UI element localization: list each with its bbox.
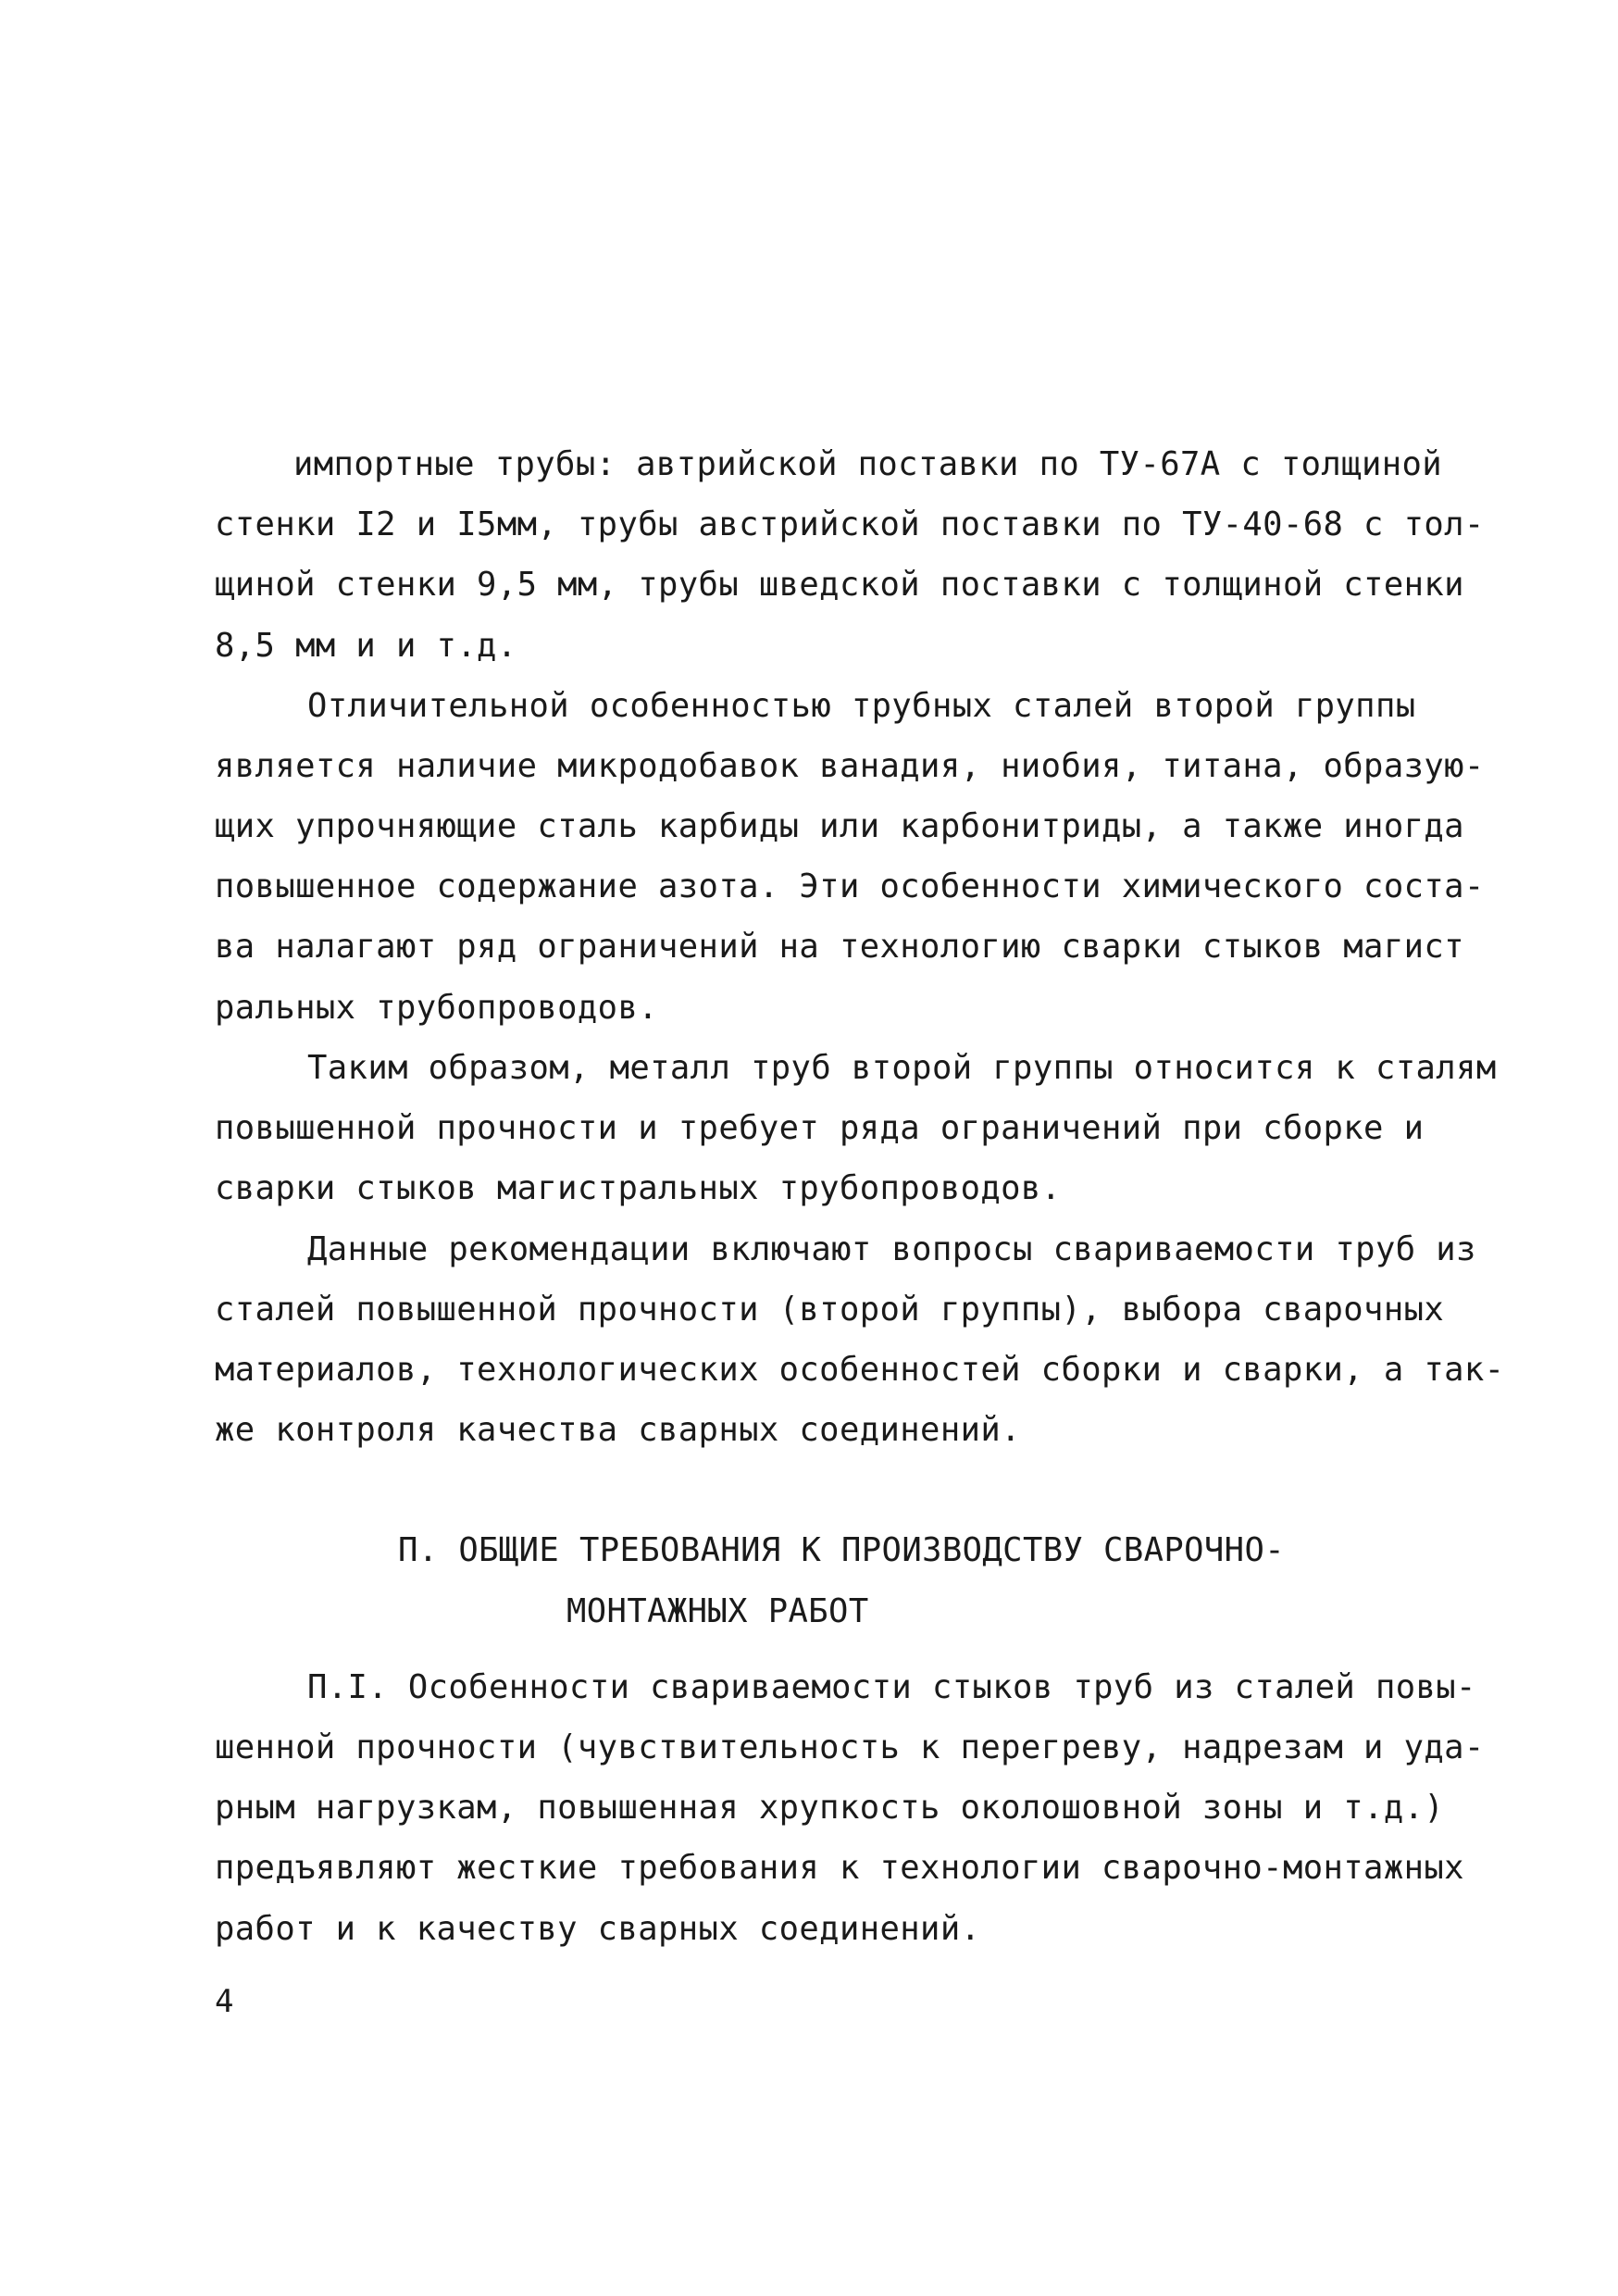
paragraph2-line1: Отличительной особенностью трубных сталей второй группы — [307, 687, 1416, 725]
paragraph2-line2: является наличие микродобавок ванадия, ниобия, титана, образую- — [215, 747, 1485, 785]
paragraph3-line2: повышенной прочности и требует ряда ограничений при сборке и — [215, 1109, 1425, 1147]
paragraph1-line4: 8,5 мм и и т.д. — [215, 627, 517, 665]
paragraph4-line1: Данные рекомендации включают вопросы свариваемости труб из — [307, 1230, 1476, 1268]
paragraph2-line4: повышенное содержание азота. Эти особенности химического соста- — [215, 867, 1485, 905]
paragraph2-line3: щих упрочняющие сталь карбиды или карбонитриды, а также иногда — [215, 807, 1464, 845]
paragraph1-line1: импортные трубы: автрийской поставки по ТУ-67А с толщиной — [293, 445, 1443, 483]
paragraph2-line6: ральных трубопроводов. — [215, 989, 659, 1027]
paragraph5-line4: предъявляют жесткие требования к технологии сварочно-монтажных — [215, 1849, 1464, 1887]
page-number: 4 — [215, 1983, 234, 2020]
paragraph5-line3: рным нагрузкам, повышенная хрупкость околошовной зоны и т.д.) — [215, 1789, 1445, 1827]
paragraph1-line3: щиной стенки 9,5 мм, трубы шведской поставки с толщиной стенки — [215, 566, 1464, 604]
section-heading-line2: МОНТАЖНЫХ РАБОТ — [566, 1592, 869, 1630]
paragraph5-line1: П.I. Особенности свариваемости стыков труб из сталей повы- — [307, 1668, 1476, 1706]
paragraph4-line4: же контроля качества сварных соединений. — [215, 1411, 1021, 1449]
paragraph3-line3: сварки стыков магистральных трубопроводов. — [215, 1169, 1062, 1207]
paragraph5-line5: работ и к качеству сварных соединений. — [215, 1910, 981, 1948]
section-heading-line1: П. ОБЩИЕ ТРЕБОВАНИЯ К ПРОИЗВОДСТВУ СВАРОЧНО- — [398, 1531, 1286, 1569]
paragraph3-line1: Таким образом, металл труб второй группы относится к сталям — [307, 1049, 1497, 1087]
paragraph1-line2: стенки I2 и I5мм, трубы австрийской поставки по ТУ-40-68 с тол- — [215, 505, 1485, 543]
paragraph4-line3: материалов, технологических особенностей сборки и сварки, а так- — [215, 1351, 1505, 1389]
paragraph2-line5: ва налагают ряд ограничений на технологию сварки стыков магист — [215, 928, 1464, 966]
paragraph4-line2: сталей повышенной прочности (второй группы), выбора сварочных — [215, 1291, 1445, 1329]
paragraph5-line2: шенной прочности (чувствительность к перегреву, надрезам и уда- — [215, 1728, 1485, 1766]
